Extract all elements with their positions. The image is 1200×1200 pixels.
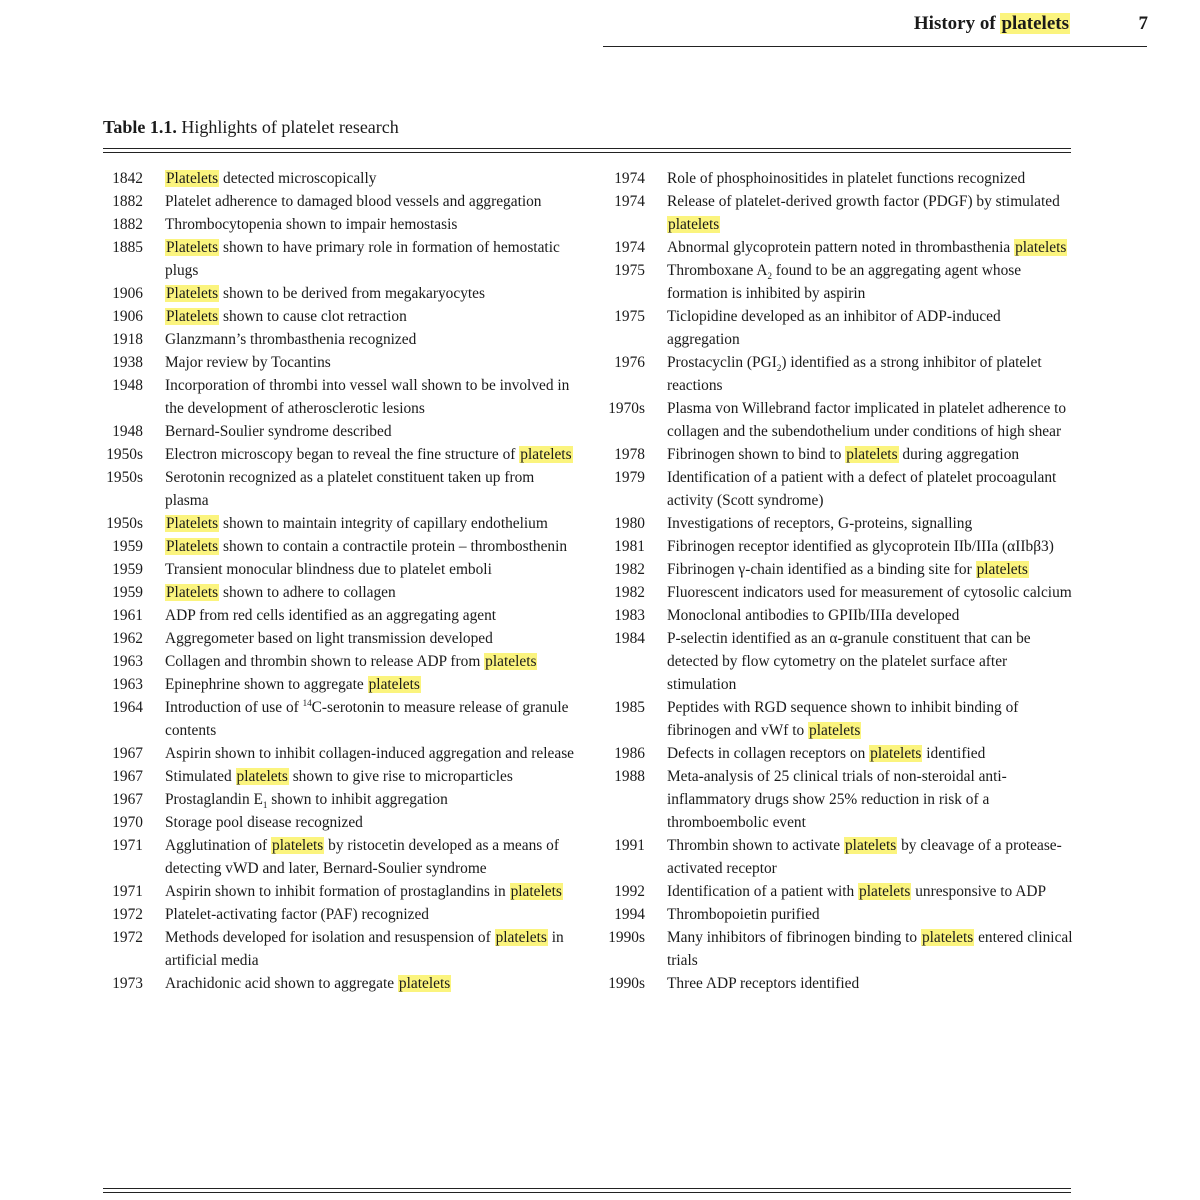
highlighted-term: Platelets [166,538,219,555]
entry-description: Defects in collagen receptors on platelets identified [667,745,986,762]
entry-year: 1988 [614,768,645,785]
timeline-entry [597,627,1075,696]
timeline-entry [95,213,573,236]
table-caption [103,114,399,140]
entry-description: Incorporation of thrombi into vessel wall shown to be involved in the development of atherosclerotic lesions [165,377,570,417]
entry-description: Platelets shown to contain a contractile protein – thrombosthenin [166,538,568,555]
timeline-entry [597,535,1075,558]
entry-year: 1975 [614,308,645,325]
timeline-entry [95,466,573,512]
highlighted-term: Platelets [166,308,219,325]
entry-year: 1967 [112,745,143,762]
entry-year: 1882 [112,216,143,233]
highlighted-term: platelets [809,722,861,739]
timeline-entry [95,282,573,305]
entry-description: Release of platelet-derived growth factor (PDGF) by stimulated platelets [667,193,1060,233]
timeline-entry [95,788,573,811]
entry-year: 1985 [614,699,645,716]
timeline-column-right [597,167,1075,995]
subscript: 2 [776,363,782,374]
entry-description: Collagen and thrombin shown to release ADP from platelets [165,653,537,670]
entry-description: Platelets detected microscopically [166,170,377,187]
entry-year: 1967 [112,791,143,808]
highlighted-term: Platelets [166,170,219,187]
entry-year: 1986 [614,745,645,762]
entry-year: 1959 [112,561,143,578]
timeline-entry [597,512,1075,535]
highlighted-term: platelets [495,929,547,946]
timeline-entry [95,972,573,995]
timeline-entry [597,558,1075,581]
entry-year: 1918 [112,331,143,348]
entry-year: 1971 [112,883,143,900]
entry-year: 1959 [112,584,143,601]
entry-description: Glanzmann’s thrombasthenia recognized [165,331,417,348]
entry-year: 1970 [112,814,143,831]
timeline-entry [95,903,573,926]
timeline-entry [597,190,1075,236]
entry-description: Transient monocular blindness due to platelet emboli [165,561,492,578]
timeline-entry [95,581,573,604]
entry-year: 1991 [614,837,645,854]
subscript: 2 [767,271,772,282]
highlighted-term: platelets [921,929,974,946]
highlighted-term: platelets [485,653,537,670]
timeline-entry [95,673,573,696]
entry-year: 1982 [614,584,645,601]
entry-year: 1983 [614,607,645,624]
timeline-entry [597,926,1075,972]
entry-description: Fibrinogen receptor identified as glycoprotein IIb/IIIa (αIIbβ3) [667,538,1054,555]
highlighted-term: platelets [398,975,451,992]
timeline-entry [95,236,573,282]
timeline-entry [95,627,573,650]
entry-year: 1984 [614,630,645,647]
entry-year: 1963 [112,676,143,693]
entry-description: Thrombocytopenia shown to impair hemostasis [165,216,458,233]
entry-year: 1974 [614,239,645,256]
timeline-entry [597,972,1075,995]
entry-description: Prostacyclin $(PGI_2)$ identified as a strong inhibitor of platelet reactions [667,354,1042,394]
timeline-entry [597,696,1075,742]
highlighted-term: platelets [668,216,720,233]
entry-description: Peptides with RGD sequence shown to inhibit binding of fibrinogen and vWf to platelets [667,699,1019,739]
entry-year: 1906 [112,308,143,325]
entry-year: 1973 [112,975,143,992]
entry-year: 1990s [608,975,645,992]
timeline-entry [95,328,573,351]
timeline-entry [597,259,1075,305]
timeline-entry [597,604,1075,627]
timeline-entry [95,650,573,673]
entry-description: Monoclonal antibodies to GPIIb/IIIa developed [667,607,960,624]
timeline-entry [597,305,1075,351]
entry-description: Aggregometer based on light transmission developed [165,630,493,647]
entry-year: 1950s [106,515,143,532]
timeline-entry [597,834,1075,880]
entry-description: Thromboxane $A_2$ found to be an aggregating agent whose formation is inhibited by aspirin [667,262,1022,302]
timeline-entry [95,811,573,834]
entry-description: Fibrinogen γ-chain identified as a binding site for platelets [667,561,1028,578]
timeline-entry [95,926,573,972]
entry-description: Bernard-Soulier syndrome described [165,423,392,440]
highlighted-term: platelets [272,837,324,854]
timeline-entry [95,167,573,190]
timeline-entry [597,351,1075,397]
table-caption-text: Highlights of platelet research [176,117,399,137]
header-rule [603,46,1147,47]
highlighted-term: Platelets [166,584,219,601]
entry-year: 1972 [112,929,143,946]
entry-description: Methods developed for isolation and resuspension of platelets in artificial media [165,929,564,969]
highlighted-term: platelets [976,561,1028,578]
highlighted-term: platelets [870,745,922,762]
entry-year: 1974 [614,170,645,187]
entry-description: Prostaglandin $E_1$ shown to inhibit aggregation [165,791,448,811]
page-number: 7 [1138,13,1148,34]
entry-year: 1970s [608,400,645,417]
entry-description: ADP from red cells identified as an aggregating agent [165,607,497,624]
entry-description: Platelet adherence to damaged blood vessels and aggregation [165,193,542,210]
entry-description: Platelet-activating factor (PAF) recognized [165,906,429,923]
timeline-entry [597,466,1075,512]
timeline-entry [597,880,1075,903]
timeline-entry [95,765,573,788]
timeline-entry [95,443,573,466]
entry-description: Platelets shown to be derived from megakaryocytes [166,285,485,302]
entry-description: Aspirin shown to inhibit formation of prostaglandins in platelets [165,883,562,900]
entry-description: Platelets shown to cause clot retraction [166,308,407,325]
entry-year: 1990s [608,929,645,946]
subscript: 1 [262,800,268,811]
entry-description: Fluorescent indicators used for measurement of cytosolic calcium [667,584,1072,601]
entry-description: Agglutination of platelets by ristocetin developed as a means of detecting vWD and later, Bernard-Soulier syndrome [165,837,559,877]
entry-description: Fibrinogen shown to bind to platelets during aggregation [667,446,1020,463]
entry-description: Platelets shown to adhere to collagen [166,584,396,601]
entry-description: Many inhibitors of fibrinogen binding to platelets entered clinical trials [667,929,1073,969]
entry-description: Identification of a patient with platelets unresponsive to ADP [667,883,1047,900]
highlighted-term: Platelets [166,239,219,256]
entry-description: Major review by Tocantins [165,354,331,371]
entry-year: 1980 [614,515,645,532]
entry-description: Plasma von Willebrand factor implicated in platelet adherence to collagen and the subendothelium under conditions of high shear [667,400,1067,440]
entry-year: 1974 [614,193,645,210]
entry-year: 1982 [614,561,645,578]
timeline-entry [95,604,573,627]
entry-year: 1972 [112,906,143,923]
entry-description: Thrombopoietin purified [667,906,820,923]
entry-year: 1976 [614,354,645,371]
timeline-entry [597,742,1075,765]
entry-description: Aspirin shown to inhibit collagen-induced aggregation and release [165,745,575,762]
entry-year: 1981 [614,538,645,555]
entry-year: 1842 [112,170,143,187]
superscript: 14 [302,697,312,708]
timeline-entry [597,903,1075,926]
entry-year: 1882 [112,193,143,210]
entry-year: 1962 [112,630,143,647]
timeline-entry [95,535,573,558]
entry-year: 1950s [106,446,143,463]
timeline-entry [95,512,573,535]
entry-year: 1994 [614,906,645,923]
table-bottom-rule [103,1188,1071,1193]
entry-description: Meta-analysis of 25 clinical trials of non-steroidal anti-inflammatory drugs show 25% reduction in risk of a thromboembolic event [667,768,1007,831]
entry-year: 1948 [112,377,143,394]
entry-year: 1885 [112,239,143,256]
highlighted-term: platelets [368,676,420,693]
entry-description: Epinephrine shown to aggregate platelets [165,676,420,693]
timeline-entry [95,834,573,880]
timeline-entry [597,236,1075,259]
table-caption-label: Table 1.1. [103,117,177,137]
entry-description: Introduction of use of $^{14}$C-serotonin to measure release of granule contents [165,697,569,739]
highlighted-term: platelets [859,883,911,900]
entry-description: Abnormal glycoprotein pattern noted in thrombasthenia platelets [667,239,1067,256]
highlighted-term: Platelets [166,515,219,532]
highlighted-term: platelets [844,837,897,854]
entry-description: Thrombin shown to activate platelets by cleavage of a protease-activated receptor [667,837,1062,877]
entry-year: 1978 [614,446,645,463]
entry-description: Identification of a patient with a defect of platelet procoagulant activity (Scott syndrome) [667,469,1057,509]
timeline-entry [597,581,1075,604]
timeline-entry [597,167,1075,190]
entry-year: 1961 [112,607,143,624]
entry-description: Platelets shown to maintain integrity of capillary endothelium [166,515,548,532]
timeline-entry [95,558,573,581]
highlighted-term: platelets [846,446,898,463]
highlighted-term: platelets [510,883,562,900]
entry-description: Storage pool disease recognized [165,814,363,831]
entry-description: Arachidonic acid shown to aggregate platelets [165,975,451,992]
entry-description: Platelets shown to have primary role in formation of hemostatic plugs [165,239,560,279]
timeline-entry [95,190,573,213]
timeline-entry [597,443,1075,466]
timeline-entry [95,696,573,742]
highlighted-term: Platelets [166,285,219,302]
entry-description: Electron microscopy began to reveal the fine structure of platelets [165,446,572,463]
entry-year: 1948 [112,423,143,440]
timeline-entry [95,880,573,903]
entry-description: Three ADP receptors identified [667,975,860,992]
entry-year: 1967 [112,768,143,785]
entry-year: 1975 [614,262,645,279]
highlighted-term: platelets [1015,239,1067,256]
entry-description: Serotonin recognized as a platelet constituent taken up from plasma [165,469,535,509]
timeline-entry [95,742,573,765]
entry-year: 1964 [112,699,143,716]
entry-year: 1938 [112,354,143,371]
table-top-rule [103,148,1071,153]
timeline-entry [95,351,573,374]
entry-description: Ticlopidine developed as an inhibitor of ADP-induced aggregation [667,308,1001,348]
entry-description: P-selectin identified as an α-granule constituent that can be detected by flow cytometry on the platelet surface after stimulation [667,630,1031,693]
entry-year: 1979 [614,469,645,486]
entry-description: Investigations of receptors, G-proteins, signalling [667,515,973,532]
running-head-text: History of [913,13,1001,34]
entry-description: Role of phosphoinositides in platelet functions recognized [667,170,1026,187]
highlighted-term: platelets [520,446,572,463]
timeline-column-left [95,167,573,995]
entry-year: 1963 [112,653,143,670]
timeline-entry [597,397,1075,443]
timeline-entry [597,765,1075,834]
running-head-highlight: platelets [1001,13,1069,34]
timeline-entry [95,305,573,328]
entry-year: 1906 [112,285,143,302]
entry-year: 1992 [614,883,645,900]
timeline-entry [95,420,573,443]
running-head [600,10,1070,38]
entry-year: 1971 [112,837,143,854]
entry-year: 1959 [112,538,143,555]
timeline-entry [95,374,573,420]
highlighted-term: platelets [236,768,288,785]
entry-year: 1950s [106,469,143,486]
entry-description: Stimulated platelets shown to give rise to microparticles [165,768,513,785]
